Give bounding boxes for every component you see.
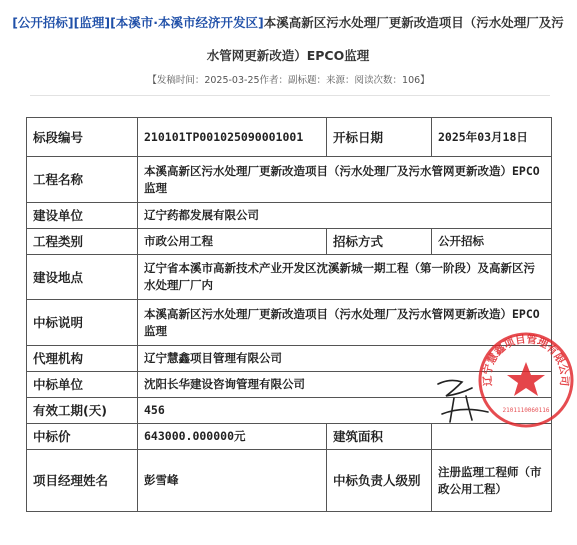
tag-region[interactable]: [本溪市·本溪市经济开发区] <box>110 15 264 30</box>
table-row <box>27 255 552 300</box>
price-label: 中标价 <box>27 424 138 450</box>
category-label: 工程类别 <box>27 229 138 255</box>
title-text: 本溪高新区污水处理厂更新改造项目（污水处理厂及污水管网更新改造）EPCO监理 <box>206 15 564 63</box>
method-label: 招标方式 <box>327 229 432 255</box>
table-row <box>27 398 552 424</box>
open-date-value: 2025年03月18日 <box>432 118 552 157</box>
category-value: 市政公用工程 <box>138 229 327 255</box>
table-row <box>27 372 552 398</box>
table-row <box>27 157 552 203</box>
bid-info-table <box>26 117 552 512</box>
winner-label: 中标单位 <box>27 372 138 398</box>
location-value: 辽宁省本溪市高新技术产业开发区沈溪新城一期工程（第一阶段）及高新区污水处理厂厂内 <box>138 255 552 300</box>
table-row <box>27 346 552 372</box>
bid-desc-value: 本溪高新区污水处理厂更新改造项目（污水处理厂及污水管网更新改造）EPCO监理 <box>138 300 552 346</box>
table-row <box>27 203 552 229</box>
article-meta <box>0 72 577 86</box>
table-row <box>27 300 552 346</box>
duration-label: 有效工期(天) <box>27 398 138 424</box>
table-row <box>27 424 552 450</box>
project-name-label: 工程名称 <box>27 157 138 203</box>
area-value <box>432 424 552 450</box>
level-value: 注册监理工程师（市政公用工程） <box>432 450 552 512</box>
bid-desc-label: 中标说明 <box>27 300 138 346</box>
manager-label: 项目经理姓名 <box>27 450 138 512</box>
area-label: 建筑面积 <box>327 424 432 450</box>
location-label: 建设地点 <box>27 255 138 300</box>
agent-label: 代理机构 <box>27 346 138 372</box>
section-no-value: 210101TP001025090001001 <box>138 118 327 157</box>
tag-category[interactable]: [监理] <box>73 15 111 30</box>
section-no-label: 标段编号 <box>27 118 138 157</box>
method-value: 公开招标 <box>432 229 552 255</box>
table-row <box>27 450 552 512</box>
project-name-value: 本溪高新区污水处理厂更新改造项目（污水处理厂及污水管网更新改造）EPCO监理 <box>138 157 552 203</box>
seal-text: 辽宁慧鑫项目管理有限公司 <box>481 333 571 387</box>
duration-value: 456 <box>138 398 552 424</box>
owner-value: 辽宁药都发展有限公司 <box>138 203 552 229</box>
winner-value: 沈阳长华建设咨询管理有限公司 <box>138 372 552 398</box>
divider <box>30 95 550 96</box>
meta-text: 【发稿时间：2025-03-25作者：副标题：来源：阅读次数：106】 <box>147 75 430 86</box>
price-value: 643000.000000元 <box>138 424 327 450</box>
tag-bid-type[interactable]: [公开招标] <box>12 15 74 30</box>
agent-value: 辽宁慧鑫项目管理有限公司 <box>138 346 552 372</box>
table-row <box>27 229 552 255</box>
manager-value: 彭雪峰 <box>138 450 327 512</box>
table-row <box>27 118 552 157</box>
level-label: 中标负责人级别 <box>327 450 432 512</box>
seal-code: 2101110060116 <box>502 407 550 414</box>
page-title <box>8 6 568 72</box>
owner-label: 建设单位 <box>27 203 138 229</box>
open-date-label: 开标日期 <box>327 118 432 157</box>
